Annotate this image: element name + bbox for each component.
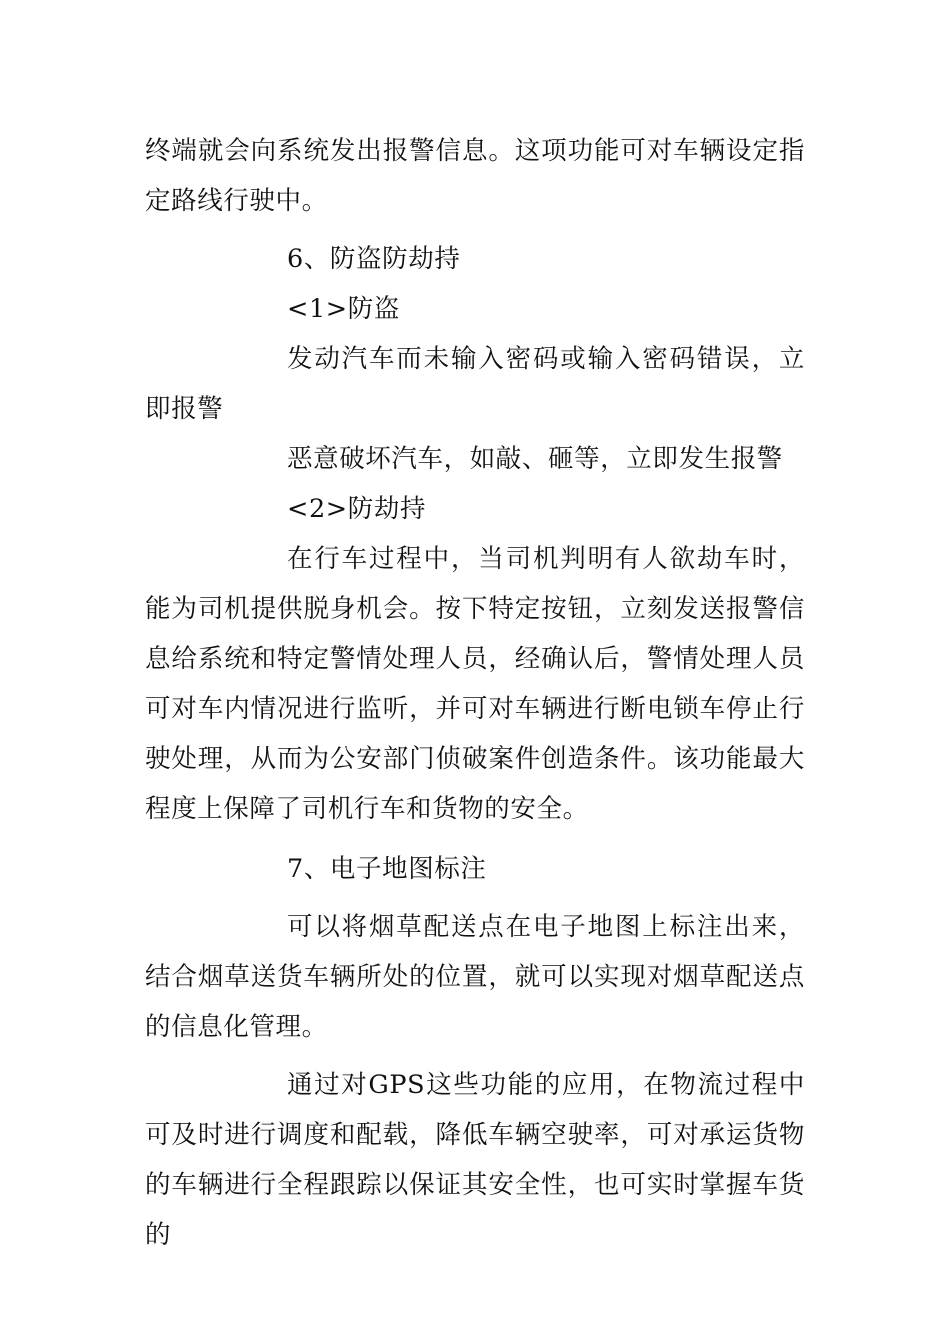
subheading-anti-hijack: <2>防劫持 — [287, 494, 427, 524]
paragraph-password-alarm: 发动汽车而未输入密码或输入密码错误，立即报警 — [145, 344, 805, 424]
subheading-anti-theft: <1>防盗 — [287, 294, 400, 324]
document-page — [145, 126, 805, 1260]
paragraph-route-alarm: 终端就会向系统发出报警信息。这项功能可对车辆设定指定路线行驶中。 — [145, 136, 805, 216]
paragraph-map-marking: 可以将烟草配送点在电子地图上标注出来，结合烟草送货车辆所处的位置，就可以实现对烟草配送点的信息化管理。 — [145, 912, 805, 1042]
heading-anti-theft-anti-hijack: 6、防盗防劫持 — [287, 244, 461, 274]
paragraph-gps-summary: 通过对GPS这些功能的应用，在物流过程中可及时进行调度和配载，降低车辆空驶率，可对承运货物的车辆进行全程跟踪以保证其安全性，也可实时掌握车货的 — [145, 1070, 805, 1250]
heading-electronic-map: 7、电子地图标注 — [287, 854, 487, 884]
paragraph-hijack-response: 在行车过程中，当司机判明有人欲劫车时，能为司机提供脱身机会。按下特定按钮，立刻发送报警信息给系统和特定警情处理人员，经确认后，警情处理人员可对车内情况进行监听，并可对车辆进行断电锁车停止行驶处理，从而为公安部门侦破案件创造条件。该功能最大程度上保障了司机行车和货物的安全。 — [145, 544, 805, 824]
paragraph-vandalism-alarm: 恶意破坏汽车，如敲、砸等，立即发生报警 — [287, 444, 783, 474]
